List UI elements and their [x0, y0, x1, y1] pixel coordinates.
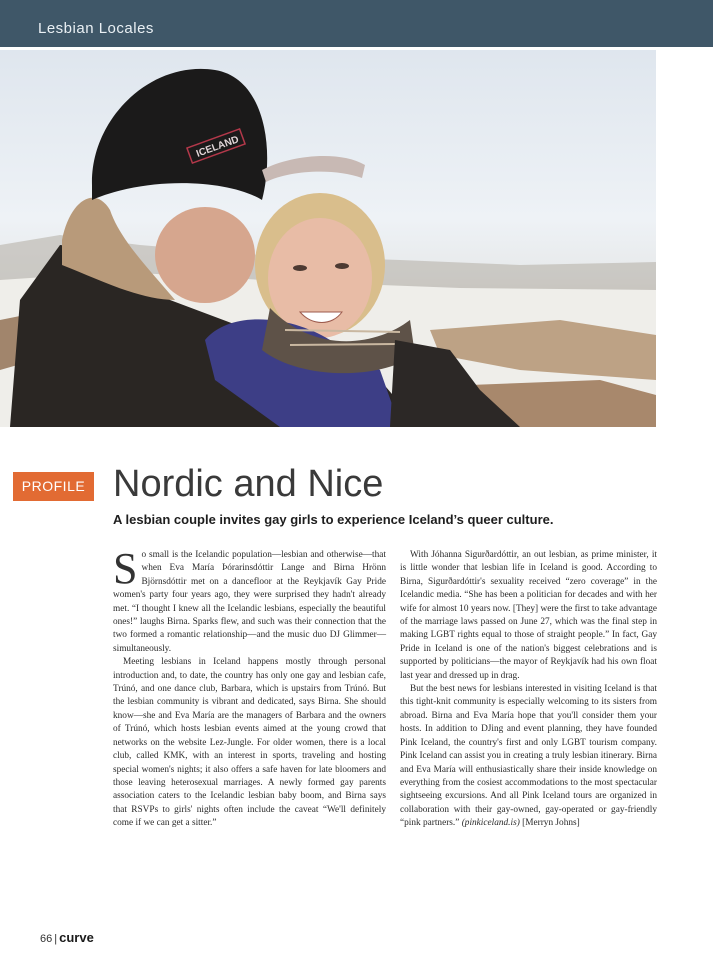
- page-number: 66: [40, 933, 53, 945]
- hat-text: ICELAND: [194, 134, 241, 160]
- profile-tag: PROFILE: [13, 472, 94, 501]
- footer-separator: |: [54, 933, 58, 945]
- article-paragraph: Meeting lesbians in Iceland happens mostly through personal introduction and, to date, the country has only one gay and lesbian cafe, Trúnó, and one dance club, Barbara, which is upstairs from Trúnó. But the lesbian community is vibrant and dedicated, says Birna. She should know—she and Eva María are the managers of Barbara and the owners of Trúnó, which hosts lesbian events aimed at the young crowd that networks on the website Lez-Jungle. For older women, there is a local club, called KMK, with an interest in sports, traveling and hosting special women's nights; it also offers a safe haven for late bloomers and those leaving heterosexual marriages. A newly formed gay parents association caters to the Icelandic lesbian baby boom, and Birna says that RSVPs to girls' nights often include the caveat “We'll definitely come if we can get a sitter.”: [113, 657, 386, 829]
- paragraph-text: o small is the Icelandic population—lesbian and otherwise—that when Eva María Þórarinsdóttir Lange and Birna Hrönn Björnsdóttir met on a dancefloor at the Reykjavík Gay Pride women's party four years ago, they were surprised they hadn't already met. “I thought I knew all the Icelandic lesbians, especially the beautiful ones!” laughs Birna. Sparks flew, and such was their connection that the two formed a romantic relationship—and the music duo DJ Glimmer—simultaneously.: [113, 550, 386, 654]
- website-link[interactable]: (pinkiceland.is): [461, 818, 520, 829]
- couple-photo-illustration: [0, 50, 656, 427]
- article-paragraph: With Jóhanna Sigurðardóttir, an out lesbian, as prime minister, it is little wonder that lesbian life in Iceland is good. According to Birna, Sigurðardóttir's sexuality received “zero coverage” in the Icelandic media. “She has been a politician for decades and with her wife for almost 10 years now. [They] were the first to take advantage of the marriage laws passed on June 27, which was the final step in making LGBT rights equal to those of straight people.” In fact, Gay Pride in Iceland is one of the nation's biggest celebrations and is supported by politicians—the mayor of Reykjavík had his own float last year and dressed up in drag.: [400, 550, 657, 681]
- magazine-name: curve: [59, 930, 94, 945]
- header-bar: [0, 0, 713, 47]
- paragraph-text: But the best news for lesbians interested in visiting Iceland is that this tight-knit community is especially welcoming to its sisters from abroad. Birna and Eva María hope that you'll consider them your hosts. In addition to DJing and event planning, they have founded Pink Iceland, the country's first and only LGBT tourism company. Pink Iceland can assist you in creating a truly lesbian itinerary. Birna and Eva María will enthusiastically share their inside knowledge on everything from the cosiest accommodations to the most spectacular sightseeing excursions. And all Pink Iceland tours are organized in collaboration with their gay-owned, gay-operated or gay-friendly “pink partners.”: [400, 684, 657, 829]
- article-column-right: [400, 549, 657, 831]
- section-title: Lesbian Locales: [38, 20, 154, 37]
- article-column-left: [113, 544, 386, 831]
- article-title: Nordic and Nice: [113, 463, 384, 505]
- byline: [Merryn Johns]: [522, 818, 580, 829]
- article-subtitle: A lesbian couple invites gay girls to experience Iceland’s queer culture.: [113, 512, 554, 527]
- cover-photo: [0, 50, 656, 466]
- article-paragraph: [113, 544, 386, 656]
- photo-caption: Birna (left) and Eva Maria: [42, 459, 122, 466]
- page-footer: [40, 930, 94, 945]
- article-paragraph: [400, 683, 657, 830]
- drop-cap: S: [113, 544, 138, 593]
